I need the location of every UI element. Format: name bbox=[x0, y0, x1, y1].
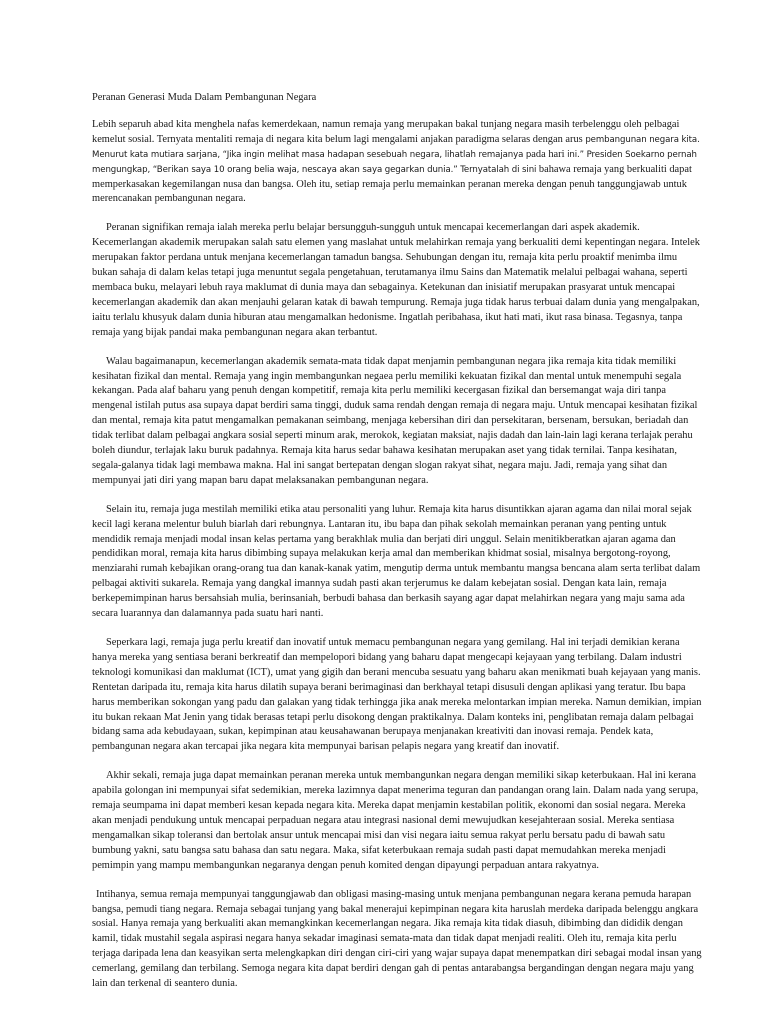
intro-text-end: bahawa remaja yang berkualiti dapat memperkasakan kegemilangan nusa dan bangsa. Oleh itu, setiap remaja perlu memainkan peranan mereka dengan penuh tanggungjawab untuk merencanakan pembangunan negara. bbox=[92, 163, 692, 205]
paragraph-creativity: Seperkara lagi, remaja juga perlu kreatif dan inovatif untuk memacu pembangunan negara yang gemilang. Hal ini terjadi demikian kerana hanya mereka yang sentiasa berani berkreatif dan mempelopori bidang yang baharu dapat mengecapi kejayaan yang terbilang. Dalam industri teknologi komunikasi dan maklumat (ICT), umat yang gigih dan berani mencuba sesuatu yang baharu akan menikmati buah kejayaan yang manis. Rentetan daripada itu, remaja kita harus dilatih supaya berani berimaginasi dan berkhayal tetapi disusuli dengan aplikasi yang teratur. Ibu bapa harus memberikan sokongan yang padu dan galakan yang tidak terhingga jika anak mereka melontarkan impian mereka. Namun demikian, impian itu bukan rekaan Mat Jenin yang tidak berasas tetapi perlu disokong dengan praktikalnya. Dalam konteks ini, penglibatan remaja dalam pelbagai bidang sama ada kebudayaan, sukan, kepimpinan atau keusahawanan berupaya menjanakan kreativiti dan inovasi remaja. Pendek kata, pembangunan negara akan tercapai jika negara kita mempunyai barisan pelapis negara yang kreatif dan inovatif. bbox=[92, 637, 702, 753]
paragraph-conclusion: Intihanya, semua remaja mempunyai tanggungjawab dan obligasi masing-masing untuk menjana pembangunan negara kerana pemuda harapan bangsa, pemudi tiang negara. Remaja sebagai tunjang yang bakal menerajui kepimpinan negara kita haruslah merdeka daripada belenggu angkara sosial. Hanya remaja yang berkualiti akan memangkinkan kecemerlangan negara. Jika remaja kita tidak diasuh, dibimbing dan dididik dengan kamil, tidak mustahil segala aspirasi negara hanya sekadar imaginasi semata-mata dan tidak dapat menjadi realiti. Oleh itu, remaja kita perlu terjaga daripada lena dan keasyikan serta melengkapkan diri dengan ciri-ciri yang wajar supaya dapat menempatkan diri sebagai modal insan yang cemerlang, gemilang dan terbilang. Semoga negara kita dapat berdiri dengan gah di pentas antarabangsa bergandingan dengan negara maju yang lain dan terkenal di seantero dunia. bbox=[92, 888, 702, 990]
document-page bbox=[92, 91, 704, 1006]
paragraph-health: Walau bagaimanapun, kecemerlangan akademik semata-mata tidak dapat menjamin pembangunan negara jika remaja kita tidak memiliki kesihatan fizikal dan mental. Remaja yang ingin membangunkan negaea perlu memiliki kekuatan fizikal dan mental untuk menempuhi segala kekangan. Pada alaf baharu yang penuh dengan kompetitif, remaja kita perlu memiliki kecergasan fizikal dan bersemangat waja diri tanpa mengenal istilah putus asa supaya dapat berdiri sama tinggi, duduk sama rendah dengan remaja di negara maju. Untuk mencapai kesihatan fizikal dan mental, remaja kita patut mengamalkan pemakanan seimbang, menjaga kebersihan diri dan persekitaran, bersenam, bersukan, beriadah dan tidak terlibat dalam pelbagai angkara sosial seperti minum arak, merokok, kegiatan maksiat, najis dadah dan lain-lain lagi kerana terlajak perahu boleh diundur, terlajak laku buruk padahnya. Remaja kita harus sedar bahawa kesihatan merupakan aset yang tidak ternilai. Tanpa kesihatan, segala-galanya tidak lagi membawa makna. Hal ini sangat bertepatan dengan slogan rakyat sihat, negara maju. Jadi, remaja yang sihat dan mempunyai jati diri yang mapan baru dapat melaksanakan pembangunan negara. bbox=[92, 355, 698, 486]
intro-text-start: Lebih separuh abad kita menghela nafas kemerdekaan, namun remaja yang merupakan bakal tunjang negara masih terbelenggu oleh pelbagai kemelut sosial. Ternyata mentaliti remaja di negara kita belum lagi mengalami anjakan paradigma selaras dengan arus bbox=[92, 118, 680, 145]
document-title: Peranan Generasi Muda Dalam Pembangunan Negara bbox=[92, 92, 317, 103]
paragraph-openness: Akhir sekali, remaja juga dapat memainkan peranan mereka untuk membangunkan negara dengan memiliki sikap keterbukaan. Hal ini kerana apabila golongan ini mempunyai sifat sedemikian, mereka lazimnya dapat menerima teguran dan pandangan orang lain. Dalam nada yang serupa, remaja seumpama ini dapat memberi kesan kepada negara kita. Mereka dapat menjamin kestabilan politik, ekonomi dan sosial negara. Mereka akan menjadi pendukung untuk mencapai perpaduan negara atau integrasi nasional demi mewujudkan kesejahteraan sosial. Mereka sentiasa mengamalkan sikap toleransi dan bertolak ansur untuk mencapai misi dan visi negara iaitu semua rakyat perlu bersatu padu di bawah satu bumbung yakni, satu bangsa satu bahasa dan satu negara. Maka, sifat keterbukaan remaja sudah pasti dapat memudahkan mereka menjadi pemimpin yang mampu membangunkan negaranya dengan penuh komited dengan dipayungi perpaduan antara rakyatnya. bbox=[92, 770, 699, 871]
intro-quote-sarjana: pembangunan negara kita. Menurut kata mutiara sarjana, “Jika ingin melihat masa hadapan sesebuah negara, lihatlah remajanya p bbox=[92, 134, 700, 160]
paragraph-introduction bbox=[92, 118, 704, 207]
intro-text-middle: ada hari bbox=[531, 148, 568, 160]
paragraph-ethics: Selain itu, remaja juga mestilah memiliki etika atau personaliti yang luhur. Remaja kita harus disuntikkan ajaran agama dan nilai moral sejak kecil lagi kerana melentur buluh biarlah dari rebungnya. Lantaran itu, ibu bapa dan pihak sekolah memainkan peranan yang penting untuk mendidik remaja menjadi modal insan kelas pertama yang berakhlak mulia dan berjati diri unggul. Selain menitikberatkan ajaran agama dan pendidikan moral, remaja kita harus dibimbing supaya melakukan kerja amal dan memberikan khidmat sosial, misalnya bergotong-royong, menziarahi rumah kebajikan orang-orang tua dan kanak-kanak yatim, mengutip derma untuk membantu mangsa bencana alam serta terlibat dalam pelbagai aktiviti sukarela. Remaja yang dangkal imannya sudah pasti akan terjerumus ke dalam kebejatan sosial. Dengan kata lain, remaja berkepemimpinan harus bersahsiah mulia, berinsaniah, berbudi bahasa dan berkasih sayang agar dapat melahirkan negara yang maju sama ada secara luarannya dan dalamannya pada suatu hari nanti. bbox=[92, 503, 701, 620]
intro-quote-soekarno: ini.” Presiden Soekarno pernah mengungkap, “Berikan saya 10 orang belia waja, nescaya akan saya gegarkan dunia.” Ternyatalah di sini bbox=[92, 149, 697, 175]
paragraph-academic: Peranan signifikan remaja ialah mereka perlu belajar bersungguh-sungguh untuk mencapai kecemerlangan dari aspek akademik. Kecemerlangan akademik merupakan salah satu elemen yang maslahat untuk melahirkan remaja yang berkualiti demi kepentingan negara. Intelek merupakan faktor perdana untuk menjana kecemerlangan tamadun bangsa. Sehubungan dengan itu, remaja kita perlu proaktif menimba ilmu bukan sahaja di dalam kelas tetapi juga menuntut segala pengetahuan, terutamanya ilmu Sains dan Matematik melalui pelbagai wahana, seperti membaca buku, melayari lebuh raya maklumat di dunia maya dan sebagainya. Ketekunan dan inisiatif merupakan prasyarat untuk mencapai kecemerlangan akademik dan akan menjauhi gelaran katak di bawah tempurung. Remaja juga tidak harus terbuai dalam dunia yang mengalpakan, iaitu terlalu khusyuk dalam dunia hiburan atau mengamalkan hedonisme. Ingatlah peribahasa, ikut hati mati, ikut rasa binasa. Tegasnya, tanpa remaja yang bijak pandai maka pembangunan negara akan terbantut. bbox=[92, 222, 700, 338]
